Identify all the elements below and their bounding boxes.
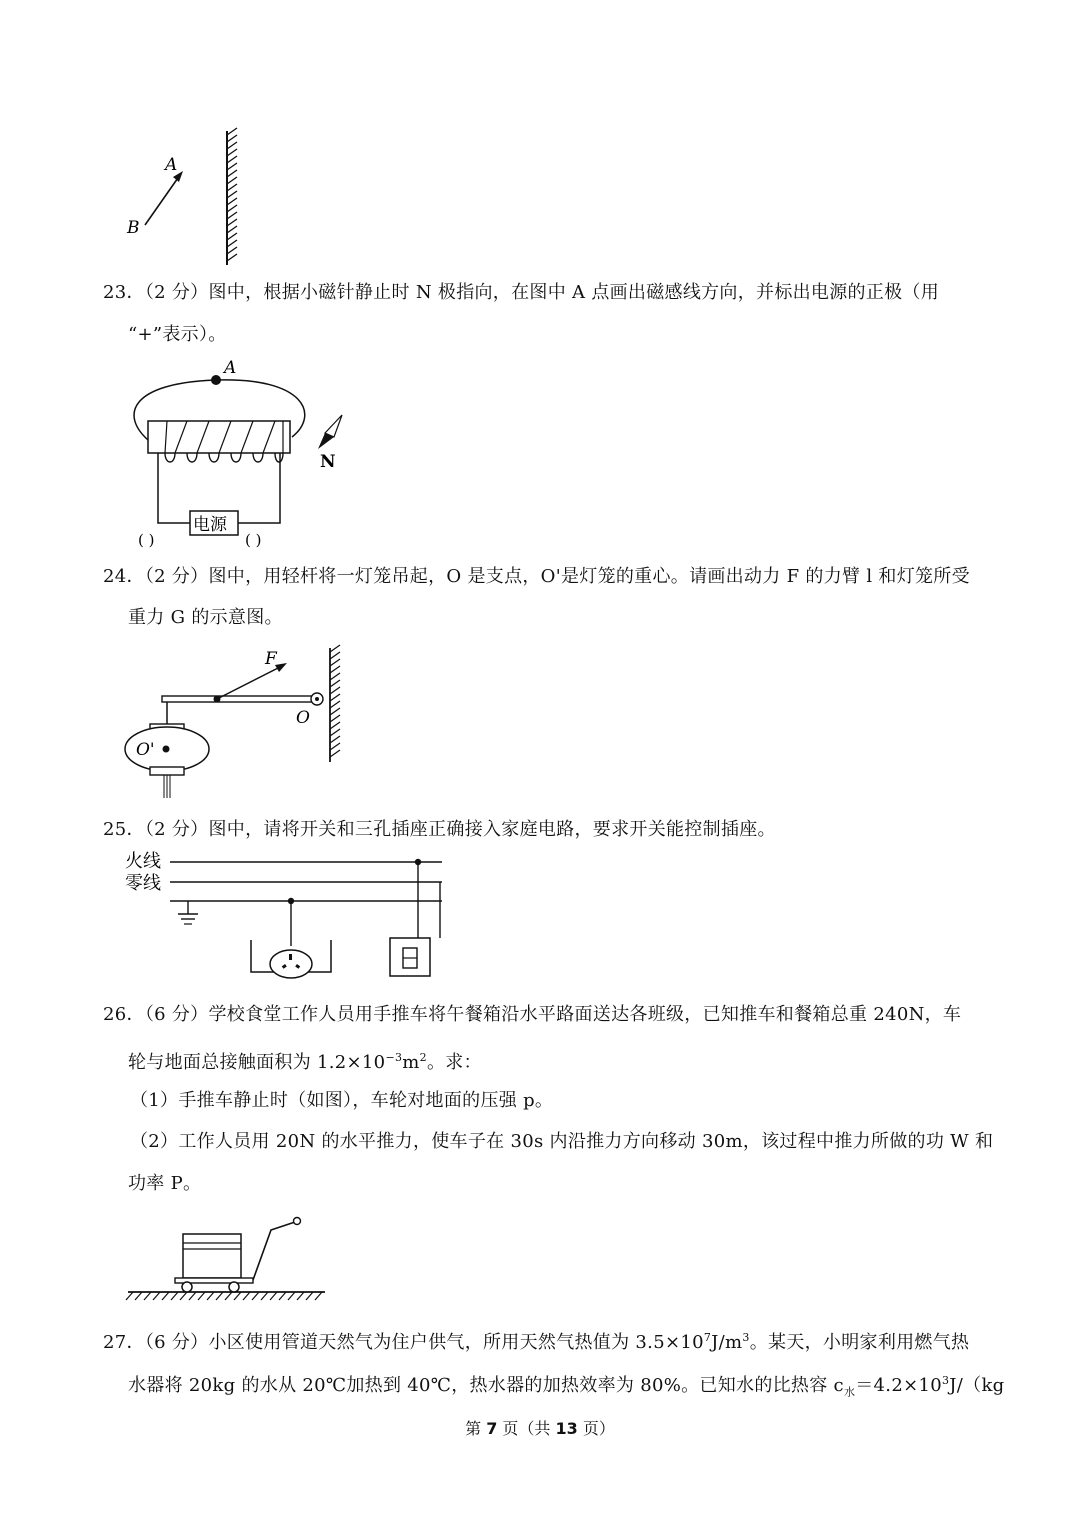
hatch-mark	[227, 135, 237, 142]
hatch-mark	[227, 240, 237, 247]
q23-line2: “+”表示）。	[128, 324, 227, 345]
ray-label-b: B	[127, 218, 140, 238]
hatch-mark	[261, 1292, 268, 1300]
hatch-mark	[330, 736, 340, 743]
q24-line1: 24．（2 分）图中，用轻杆将一灯笼吊起，O 是支点，O'是灯笼的重心。请画出动力 F 的力臂 l 和灯笼所受	[103, 566, 970, 587]
hatch-mark	[227, 205, 237, 212]
page-number: 7	[486, 1419, 498, 1438]
q25-line1: 25．（2 分）图中，请将开关和三孔插座正确接入家庭电路，要求开关能控制插座。	[103, 819, 776, 840]
hatch-mark	[227, 247, 237, 254]
q24-lantern-figure	[120, 640, 370, 805]
hatch-mark	[330, 673, 340, 680]
hatch-mark	[227, 149, 237, 156]
q26-line1: 26．（6 分）学校食堂工作人员用手推车将午餐箱沿水平路面送达各班级，已知推车和餐箱总重 240N，车	[103, 1004, 962, 1025]
hatch-mark	[225, 1292, 232, 1300]
hatch-mark	[252, 1292, 259, 1300]
hatch-mark	[234, 1292, 241, 1300]
q26-cart-figure	[125, 1210, 330, 1305]
hatch-mark	[180, 1292, 187, 1300]
q22-mirror-figure	[110, 125, 260, 270]
q27-line1: 27．（6 分）小区使用管道天然气为住户供气，所用天然气热值为 $3.5\times 10^7J/m^3$。某天，小明家利用燃气热	[103, 1331, 970, 1353]
q24-line2: 重力 G 的示意图。	[128, 607, 283, 628]
hatch-mark	[330, 645, 340, 652]
hatch-mark	[270, 1292, 277, 1300]
hatch-mark	[288, 1292, 295, 1300]
needle-n-label: N	[320, 452, 336, 472]
pole-bracket-right: ( )	[245, 531, 262, 549]
hatch-mark	[227, 184, 237, 191]
pivot-o-label: O	[296, 708, 310, 728]
power-source-label: 电源	[193, 515, 227, 535]
page-total: 13	[555, 1419, 578, 1438]
hatch-mark	[330, 701, 340, 708]
hatch-mark	[315, 1292, 322, 1300]
hatch-mark	[297, 1292, 304, 1300]
q26-part2-line1: （2）工作人员用 20N 的水平推力，使车子在 30s 内沿推力方向移动 30m，该过程中推力所做的功 W 和	[130, 1131, 994, 1152]
force-f-label: F	[265, 649, 277, 669]
hatch-mark	[227, 163, 237, 170]
q26-part2-line2: 功率 P。	[128, 1173, 202, 1194]
hatch-mark	[330, 729, 340, 736]
q25-household-circuit-figure	[120, 848, 450, 988]
hatch-mark	[330, 680, 340, 687]
page-footer: 第 7 页（共 13 页）	[465, 1419, 615, 1438]
hatch-mark	[162, 1292, 169, 1300]
hatch-mark	[330, 715, 340, 722]
hatch-mark	[227, 170, 237, 177]
hatch-mark	[198, 1292, 205, 1300]
hatch-mark	[227, 212, 237, 219]
pole-bracket-left: ( )	[138, 531, 155, 549]
hatch-mark	[153, 1292, 160, 1300]
hatch-mark	[227, 254, 237, 261]
hatch-mark	[330, 694, 340, 701]
neutral-wire-label: 零线	[125, 873, 161, 894]
hatch-mark	[330, 743, 340, 750]
hatch-mark	[135, 1292, 142, 1300]
hatch-mark	[216, 1292, 223, 1300]
hatch-mark	[227, 233, 237, 240]
hatch-mark	[144, 1292, 151, 1300]
q26-line2: 轮与地面总接触面积为 $1.2\times 10^{-3}m^2$。求：	[128, 1051, 482, 1073]
hatch-mark	[306, 1292, 313, 1300]
hatch-mark	[227, 128, 237, 135]
hatch-mark	[227, 191, 237, 198]
q27-line2: 水器将 20kg 的水从 20℃加热到 40℃，热水器的加热效率为 80%。已知水的比热容 $c_水=4.2\times 10^3J/(kg$	[128, 1374, 1005, 1399]
hatch-mark	[227, 142, 237, 149]
hatch-mark	[279, 1292, 286, 1300]
hatch-mark	[330, 750, 340, 757]
q26-part1: （1）手推车静止时（如图），车轮对地面的压强 p。	[130, 1090, 554, 1111]
hatch-mark	[330, 687, 340, 694]
hatch-mark	[227, 226, 237, 233]
live-wire-label: 火线	[125, 851, 161, 872]
hatch-mark	[227, 177, 237, 184]
hatch-mark	[330, 722, 340, 729]
hatch-mark	[243, 1292, 250, 1300]
hatch-mark	[330, 708, 340, 715]
hatch-mark	[189, 1292, 196, 1300]
hatch-mark	[227, 219, 237, 226]
hatch-mark	[330, 666, 340, 673]
hatch-mark	[207, 1292, 214, 1300]
centroid-o-prime-label: O'	[136, 740, 155, 760]
ray-label-a: A	[165, 155, 178, 175]
hatch-mark	[126, 1292, 133, 1300]
hatch-mark	[330, 652, 340, 659]
q23-solenoid-figure	[120, 355, 360, 555]
q23-line1: 23．（2 分）图中，根据小磁针静止时 N 极指向，在图中 A 点画出磁感线方向，并标出电源的正极（用	[103, 282, 940, 303]
hatch-mark	[171, 1292, 178, 1300]
hatch-mark	[227, 156, 237, 163]
hatch-mark	[227, 198, 237, 205]
hatch-mark	[330, 659, 340, 666]
point-a-label: A	[224, 358, 237, 378]
